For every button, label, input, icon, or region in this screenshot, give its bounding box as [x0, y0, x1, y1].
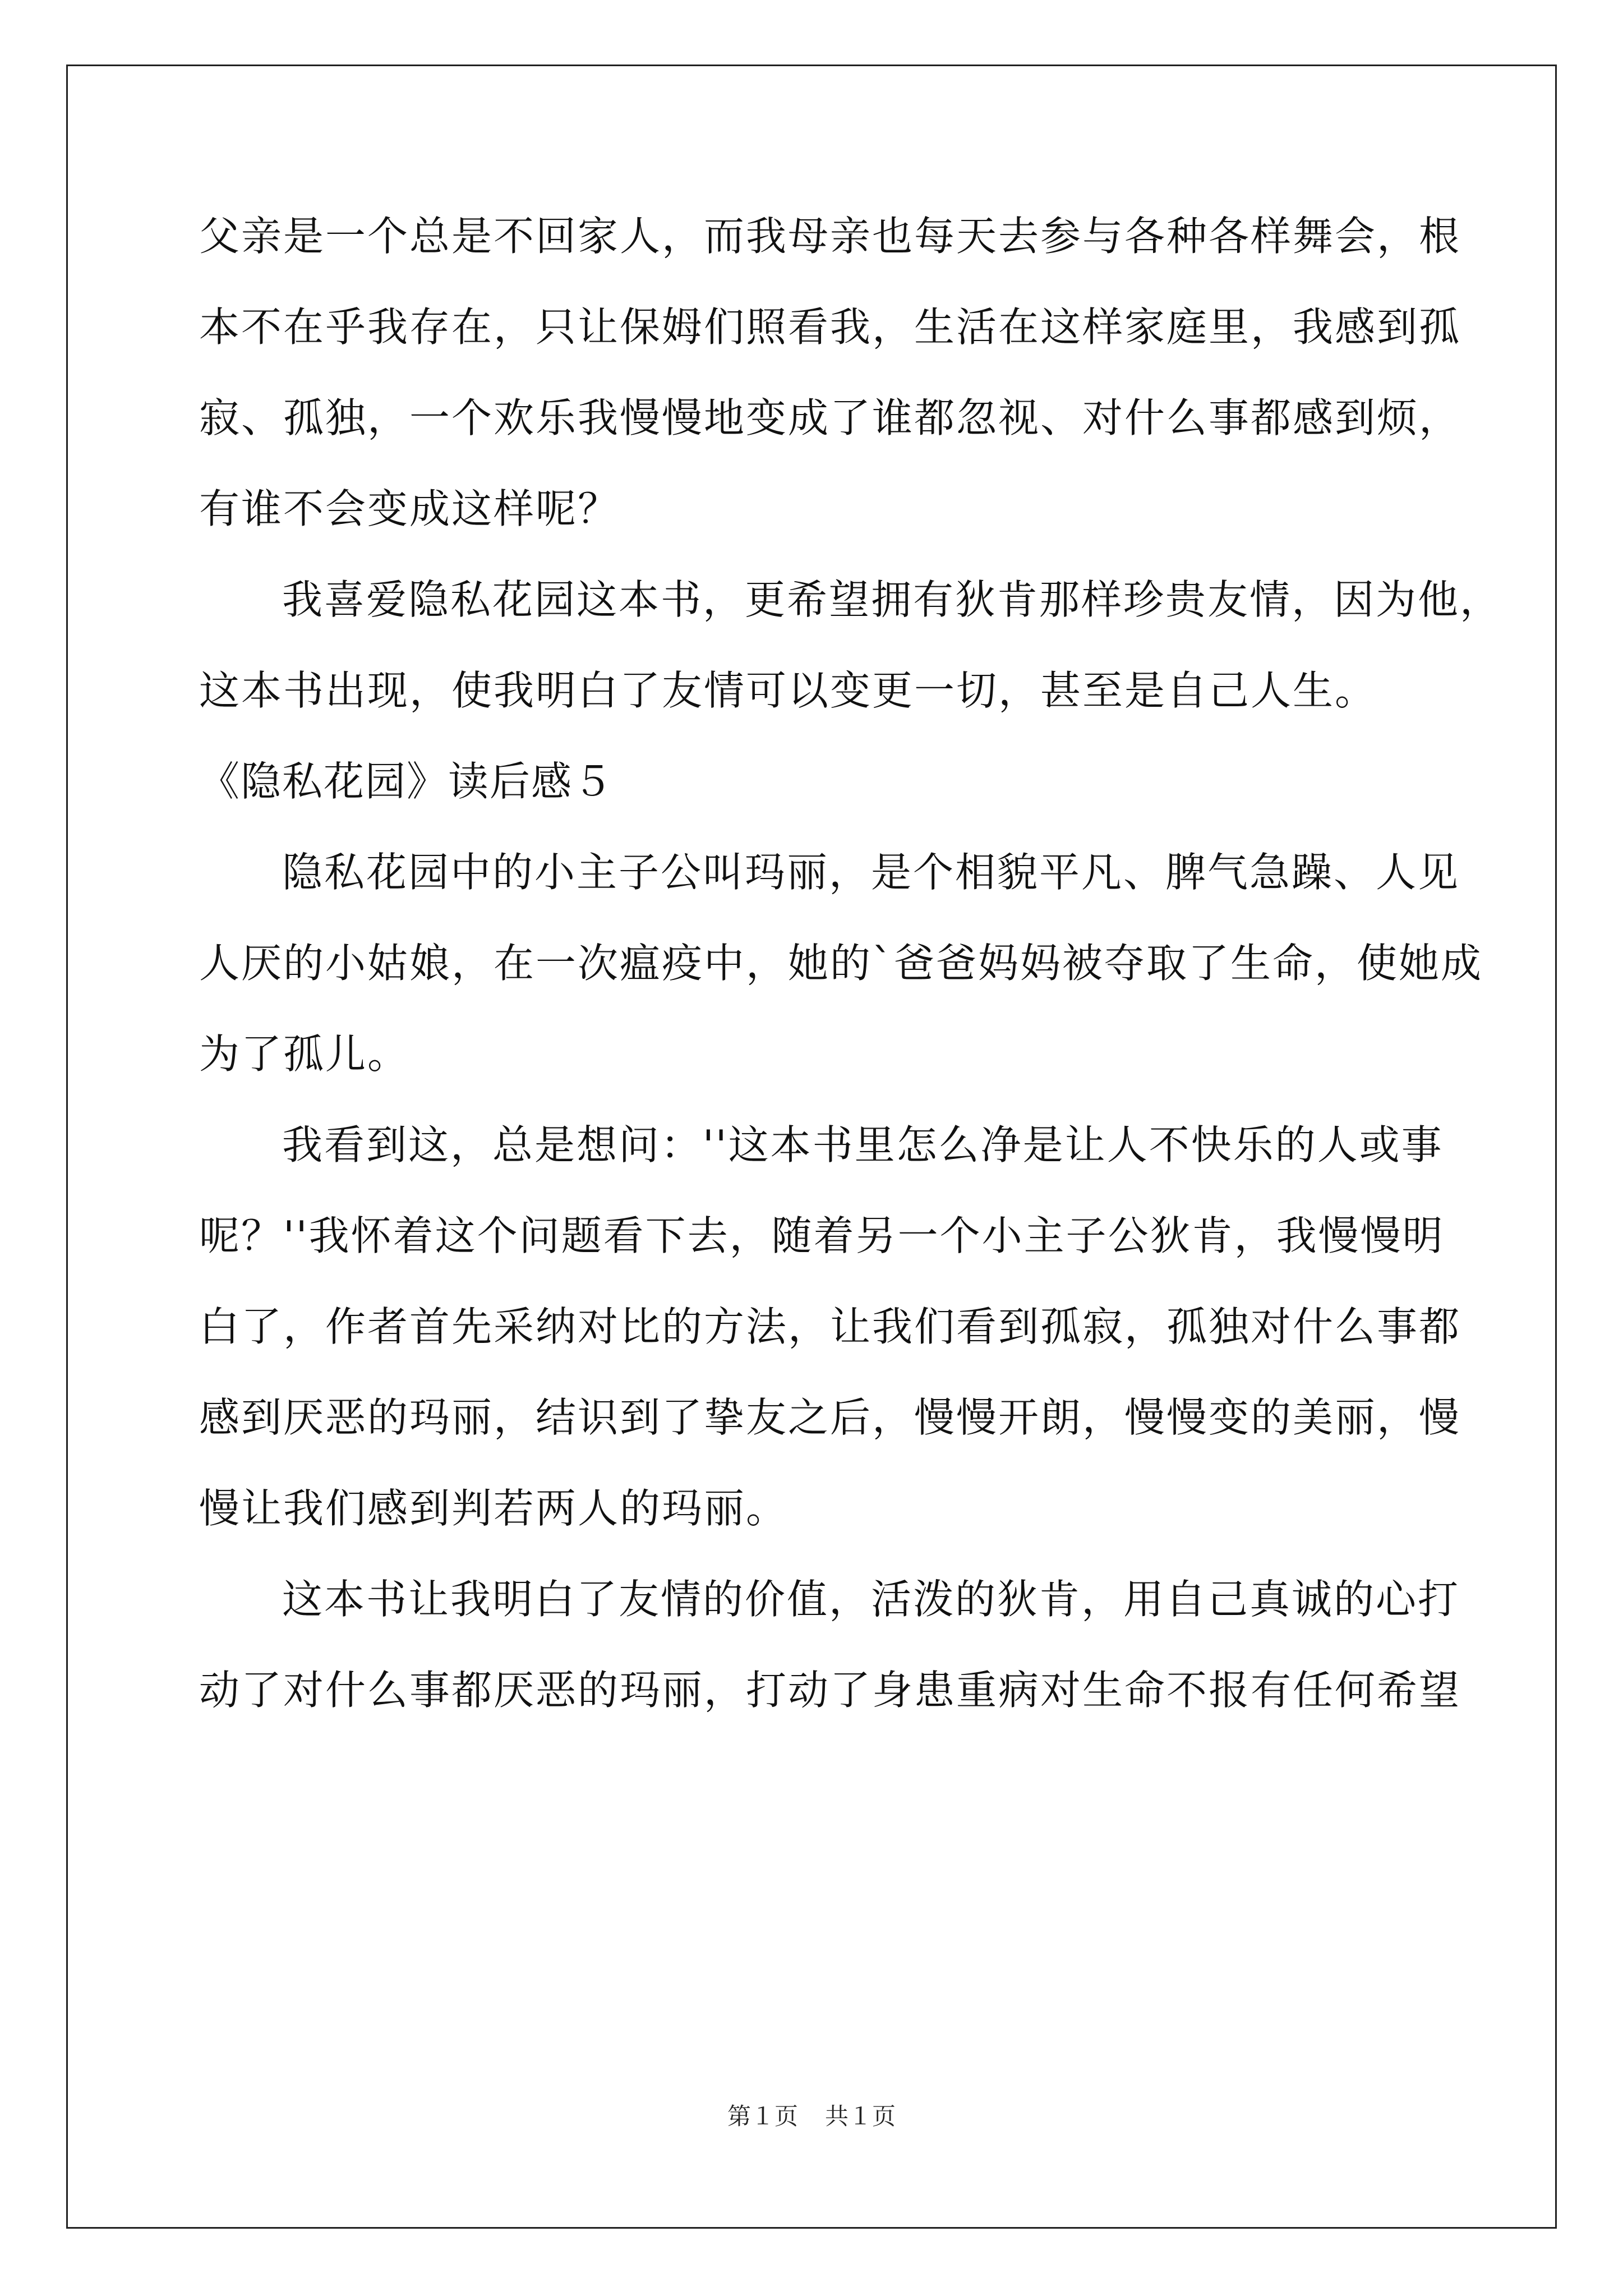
text-line: 有谁不会变成这样呢？ — [199, 485, 620, 532]
text-line: 慢让我们感到判若两人的玛丽。 — [199, 1485, 789, 1532]
page-footer — [0, 2098, 1623, 2132]
text-line: 感到厌恶的玛丽，结识到了挚友之后，慢慢开朗，慢慢变的美丽，慢 — [199, 1394, 1461, 1441]
text-line: 本不在乎我存在，只让保姆们照看我，生活在这样家庭里，我感到孤 — [199, 303, 1461, 351]
page-total: 共１页 — [825, 2102, 896, 2130]
text-line: 这本书出现，使我明白了友情可以变更一切，甚至是自己人生。 — [199, 667, 1377, 714]
text-line: 这本书让我明白了友情的价值，活泼的狄肯，用自己真诚的心打 — [282, 1576, 1460, 1623]
text-line: 我看到这，总是想问：''这本书里怎么净是让人不快乐的人或事 — [282, 1121, 1444, 1168]
text-line: 人厌的小姑娘，在一次瘟疫中，她的`爸爸妈妈被夺取了生命，使她成 — [199, 940, 1483, 987]
text-line: 我喜爱隐私花园这本书，更希望拥有狄肯那样珍贵友情，因为他， — [282, 576, 1502, 623]
text-line: 为了孤儿。 — [199, 1030, 410, 1078]
page-number: 第１页 — [727, 2102, 798, 2130]
text-line: 动了对什么事都厌恶的玛丽，打动了身患重病对生命不报有任何希望 — [199, 1667, 1461, 1714]
text-line: 寂、孤独，一个欢乐我慢慢地变成了谁都忽视、对什么事都感到烦， — [199, 394, 1461, 441]
text-line: 隐私花园中的小主子公叫玛丽，是个相貌平凡、脾气急躁、人见 — [282, 849, 1460, 896]
text-line: 呢？''我怀着这个问题看下去，随着另一个小主子公狄肯，我慢慢明 — [199, 1212, 1445, 1259]
section-heading: 《隐私花园》读后感５ — [199, 758, 615, 805]
text-line: 父亲是一个总是不回家人，而我母亲也每天去参与各种各样舞会，根 — [199, 213, 1461, 260]
document-body — [199, 191, 1502, 1736]
text-line: 白了，作者首先采纳对比的方法，让我们看到孤寂，孤独对什么事都 — [199, 1303, 1461, 1350]
